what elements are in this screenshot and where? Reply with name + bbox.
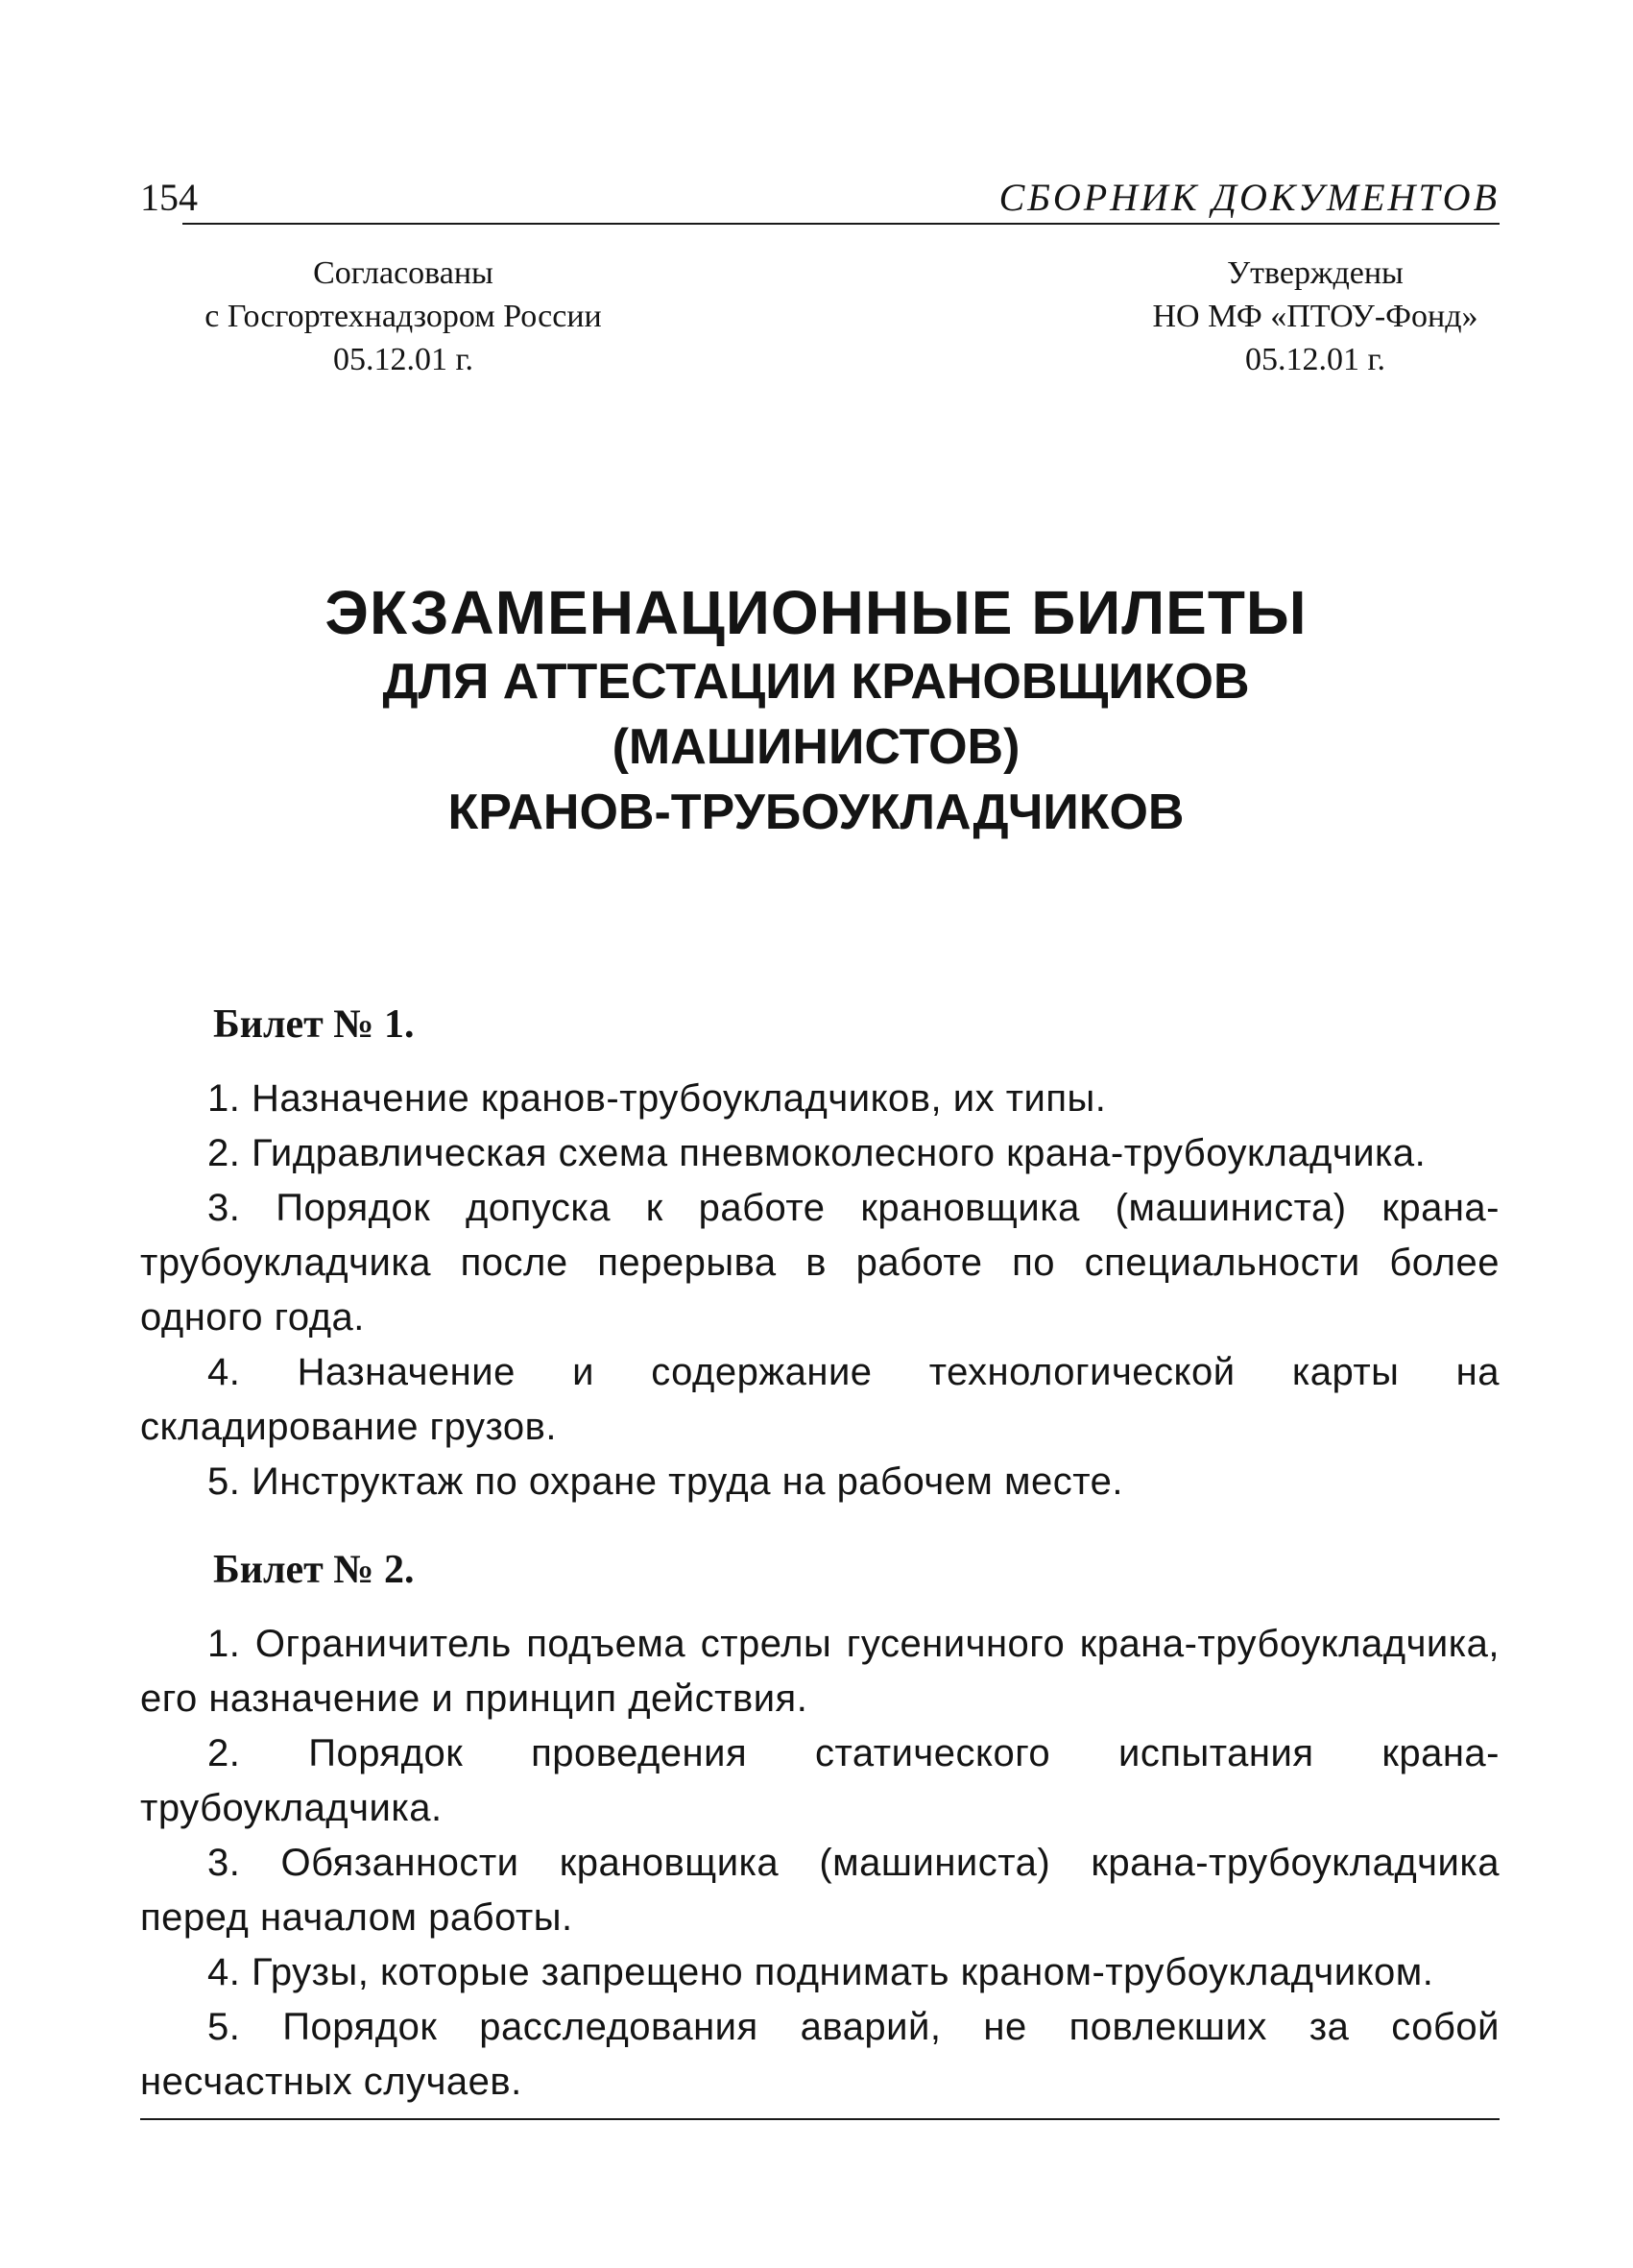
ticket-heading: Билет № 1. [213,1002,415,1047]
ticket-question: 2. Порядок проведения статического испытания крана-трубоукладчика. [140,1732,1500,1829]
page-header [140,173,1500,227]
approval-right-line1: Утверждены [1227,255,1404,291]
approval-left-line2: с Госгортехнадзором России [204,299,602,334]
ticket-question: 1. Ограничитель подъема стрелы гусеничного крана-трубоукладчика, его назначение и принцип действия. [140,1623,1500,1720]
approval-left-block [173,252,634,381]
approval-left-date: 05.12.01 г. [332,342,474,377]
ticket-question: 5. Инструктаж по охране труда на рабочем месте. [207,1460,1124,1503]
approval-right-block [1075,252,1555,381]
title-line-1: ЭКЗАМЕНАЦИОННЫЕ БИЛЕТЫ [324,578,1308,647]
ticket-question: 3. Порядок допуска к работе крановщика (машиниста) крана-трубоукладчика после перерыва в работе по специальности более одного года. [140,1187,1500,1339]
ticket-heading: Билет № 2. [213,1548,415,1592]
ticket-question: 3. Обязанности крановщика (машиниста) крана-трубоукладчика перед началом работы. [140,1842,1500,1939]
ticket-question: 4. Грузы, которые запрещено поднимать краном-трубоукладчиком. [207,1951,1434,1993]
ticket-question: 1. Назначение кранов-трубоукладчиков, их типы. [207,1077,1107,1120]
ticket-1 [140,1001,1500,1509]
document-title [192,576,1440,845]
approval-left-line1: Согласованы [313,255,493,291]
title-line-3: КРАНОВ-ТРУБОУКЛАДЧИКОВ [447,784,1185,840]
ticket-2 [140,1546,1500,2110]
running-title: СБОРНИК ДОКУМЕНТОВ [998,176,1500,219]
approval-right-date: 05.12.01 г. [1244,342,1386,377]
approval-right-line2: НО МФ «ПТОУ-Фонд» [1152,299,1478,334]
footer-rule [140,2118,1500,2120]
page-number: 154 [140,176,198,219]
header-rule [182,223,1500,225]
ticket-question: 2. Гидравлическая схема пневмоколесного крана-трубоукладчика. [207,1132,1427,1174]
ticket-question: 4. Назначение и содержание технологической карты на складирование грузов. [140,1351,1500,1448]
title-line-2: ДЛЯ АТТЕСТАЦИИ КРАНОВЩИКОВ (МАШИНИСТОВ) [382,654,1250,775]
ticket-question: 5. Порядок расследования аварий, не повлекших за собой несчастных случаев. [140,2006,1500,2103]
